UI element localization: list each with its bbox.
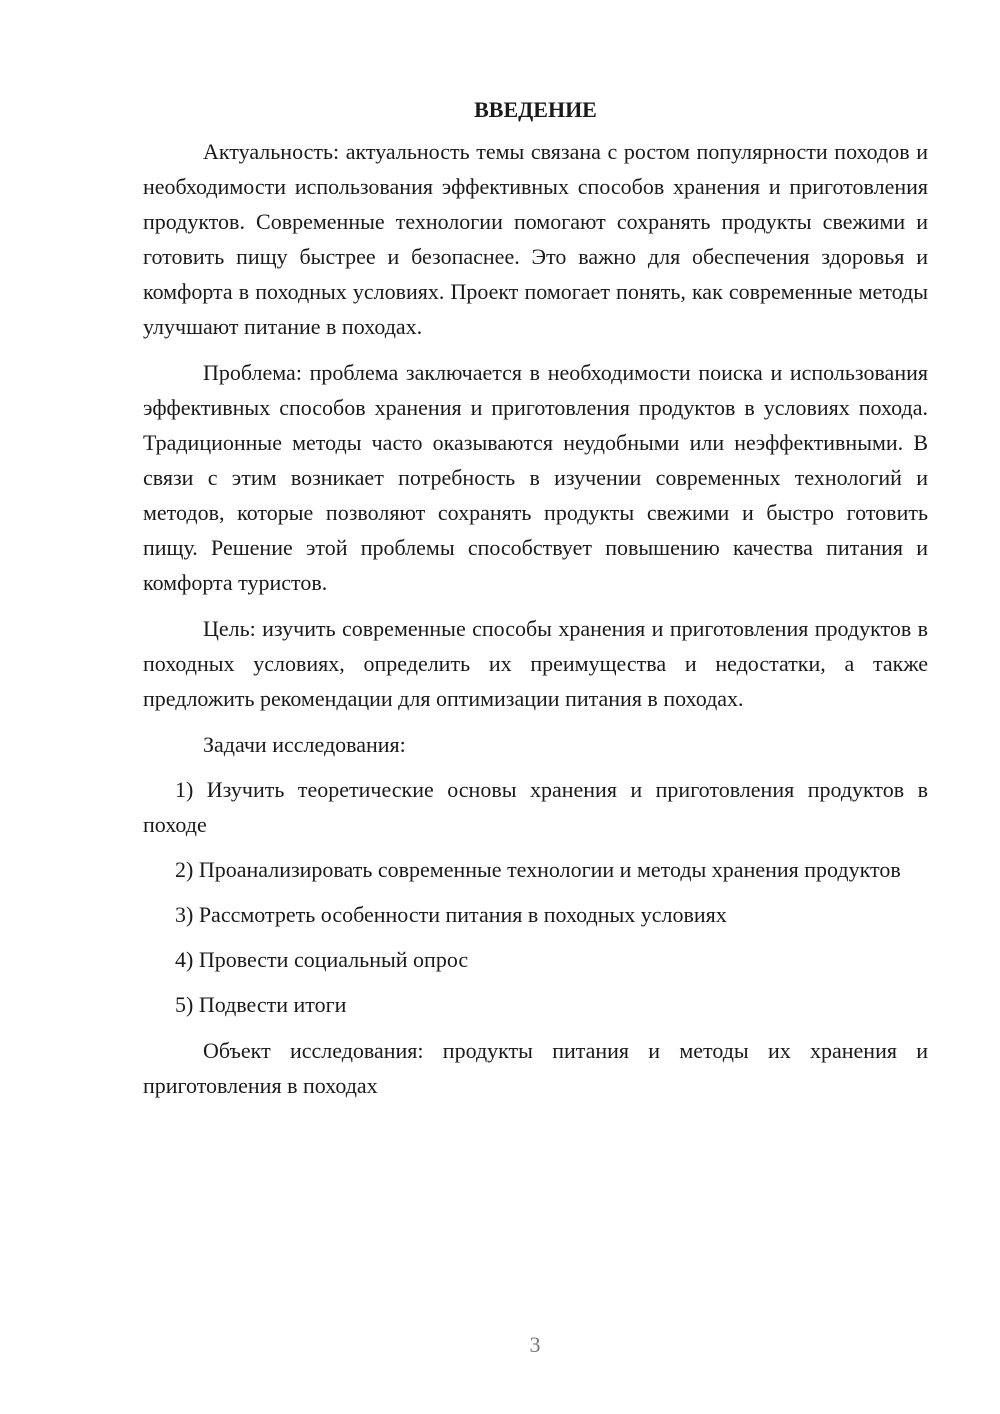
section-title: ВВЕДЕНИЕ (474, 97, 597, 122)
task-item-1: 1) Изучить теоретические основы хранения и приготовления продуктов в походе (143, 777, 928, 837)
task-item-2: 2) Проанализировать современные технологии и методы хранения продуктов (175, 857, 901, 882)
paragraph-object: Объект исследования: продукты питания и методы их хранения и приготовления в походах (143, 1038, 928, 1098)
paragraph-relevance: Актуальность: актуальность темы связана с ростом популярности походов и необходимости использования эффективных способов хранения и приготовления продуктов. Современные технологии помогают сохранять продукты свежими и готовить пищу быстрее и безопаснее. Это важно для обеспечения здоровья и комфорта в походных условиях. Проект помогает понять, как современные методы улучшают питание в походах. (143, 139, 928, 339)
paragraph-goal: Цель: изучить современные способы хранения и приготовления продуктов в походных условиях, определить их преимущества и недостатки, а также предложить рекомендации для оптимизации питания в походах. (143, 616, 928, 711)
task-item-3: 3) Рассмотреть особенности питания в походных условиях (175, 902, 727, 927)
page-number: 3 (529, 1332, 541, 1357)
document-page (143, 92, 928, 1103)
task-item-4: 4) Провести социальный опрос (175, 947, 469, 972)
paragraph-problem: Проблема: проблема заключается в необходимости поиска и использования эффективных способов хранения и приготовления продуктов в условиях похода. Традиционные методы часто оказываются неудобными или неэффективными. В связи с этим возникает потребность в изучении современных технологий и методов, которые позволяют сохранять продукты свежими и быстро готовить пищу. Решение этой проблемы способствует повышению качества питания и комфорта туристов. (143, 360, 928, 595)
task-item-5: 5) Подвести итоги (175, 992, 347, 1017)
tasks-heading: Задачи исследования: (203, 732, 406, 757)
